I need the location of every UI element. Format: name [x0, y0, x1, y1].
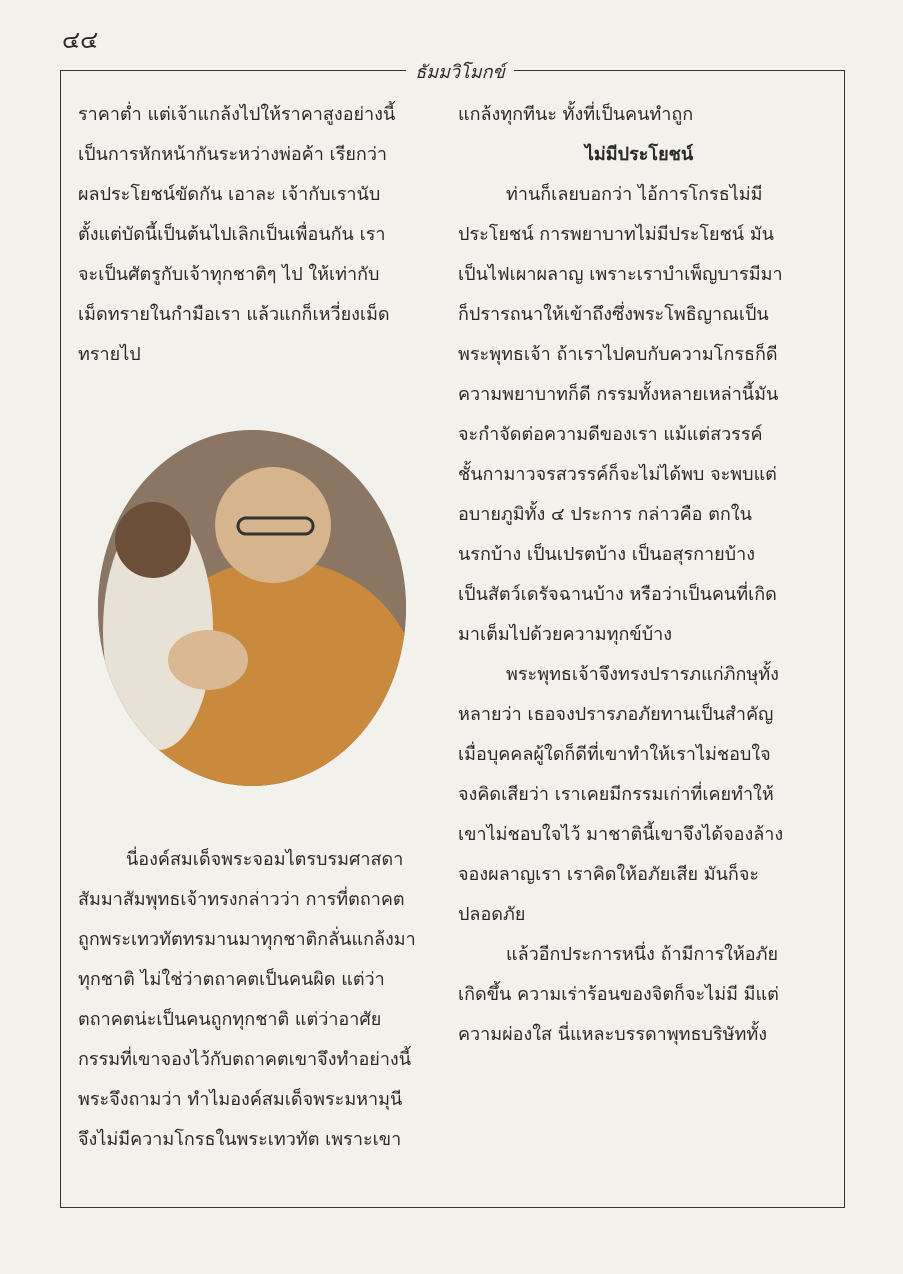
text-line: ชั้นกามาวจรสวรรค์ก็จะไม่ได้พบ จะพบแต่: [458, 464, 777, 485]
text-line: ความพยาบาทก็ดี กรรมทั้งหลายเหล่านี้มัน: [458, 384, 779, 405]
text-line: ประโยชน์ การพยาบาทไม่มีประโยชน์ มัน: [458, 224, 774, 245]
text-line: เป็นไฟเผาผลาญ เพราะเราบำเพ็ญบารมีมา: [458, 264, 783, 285]
book-title: ธัมมวิโมกข์: [415, 62, 505, 83]
text-line: ถูกพระเทวทัตทรมานมาทุกชาติกลั่นแกล้งมา: [78, 929, 416, 950]
text-line: แกล้งทุกทีนะ ทั้งที่เป็นคนทำถูก: [458, 104, 694, 125]
text-line: หลายว่า เธอจงปรารภอภัยทานเป็นสำคัญ: [458, 704, 774, 725]
text-line: ทุกชาติ ไม่ใช่ว่าตถาคตเป็นคนผิด แต่ว่า: [78, 969, 385, 990]
text-line: กรรมที่เขาจองไว้กับตถาคตเขาจึงทำอย่างนี้: [78, 1049, 412, 1070]
monk-photo-illustration: [98, 430, 406, 786]
right-column: [458, 95, 820, 1055]
text-line: ปลอดภัย: [458, 904, 526, 925]
text-line: จะเป็นศัตรูกับเจ้าทุกชาติๆ ไป ให้เท่ากับ: [78, 264, 380, 285]
text-line: ตั้งแต่บัดนี้เป็นต้นไปเลิกเป็นเพื่อนกัน เรา: [78, 224, 386, 245]
text-line: ผลประโยชน์ขัดกัน เอาละ เจ้ากับเรานับ: [78, 184, 381, 205]
text-line: เมื่อบุคคลผู้ใดก็ดีที่เขาทำให้เราไม่ชอบใจ: [458, 744, 771, 765]
text-line: เป็นการหักหน้ากันระหว่างพ่อค้า เรียกว่า: [78, 144, 388, 165]
text-line: ท่านก็เลยบอกว่า ไอ้การโกรธไม่มี: [506, 184, 763, 205]
text-line: จะกำจัดต่อความดีของเรา แม้แต่สวรรค์: [458, 424, 763, 445]
text-line: ตถาคตน่ะเป็นคนถูกทุกชาติ แต่ว่าอาศัย: [78, 1009, 382, 1030]
text-line: ทรายไป: [78, 344, 141, 365]
text-line: เม็ดทรายในกำมือเรา แล้วแกก็เหวี่ยงเม็ด: [78, 304, 390, 325]
text-line: เป็นสัตว์เดรัจฉานบ้าง หรือว่าเป็นคนที่เกิด: [458, 584, 777, 605]
text-line: แล้วอีกประการหนึ่ง ถ้ามีการให้อภัย: [506, 944, 778, 965]
text-line: ก็ปรารถนาให้เข้าถึงซึ่งพระโพธิญาณเป็น: [458, 304, 769, 325]
text-line: เกิดขึ้น ความเร่าร้อนของจิตก็จะไม่มี มีแต่: [458, 984, 779, 1005]
text-line: ราคาต่ำ แต่เจ้าแกล้งไปให้ราคาสูงอย่างนี้: [78, 104, 396, 125]
text-line: จองผลาญเรา เราคิดให้อภัยเสีย มันก็จะ: [458, 864, 760, 885]
text-line: นรกบ้าง เป็นเปรตบ้าง เป็นอสุรกายบ้าง: [458, 544, 755, 565]
text-line: อบายภูมิทั้ง ๔ ประการ กล่าวคือ ตกใน: [458, 504, 752, 525]
text-line: สัมมาสัมพุทธเจ้าทรงกล่าวว่า การที่ตถาคต: [78, 889, 405, 910]
page-number: ๔๔: [62, 26, 99, 54]
monk-photo: [98, 430, 406, 786]
text-line: เขาไม่ชอบใจไว้ มาชาตินี้เขาจึงได้จองล้าง: [458, 824, 784, 845]
text-line: ความผ่องใส นี่แหละบรรดาพุทธบริษัททั้ง: [458, 1024, 767, 1045]
text-line: มาเต็มไปด้วยความทุกข์บ้าง: [458, 624, 673, 645]
left-column-top: [78, 95, 438, 375]
text-line: จึงไม่มีความโกรธในพระเทวทัต เพราะเขา: [78, 1129, 402, 1150]
text-line: พระจึงถามว่า ทำไมองค์สมเด็จพระมหามุนี: [78, 1089, 403, 1110]
text-line: พระพุทธเจ้า ถ้าเราไปคบกับความโกรธก็ดี: [458, 344, 778, 365]
text-line: จงคิดเสียว่า เราเคยมีกรรมเก่าที่เคยทำให้: [458, 784, 774, 805]
text-line: พระพุทธเจ้าจึงทรงปรารภแก่ภิกษุทั้ง: [506, 664, 779, 685]
left-column-bottom: [78, 840, 438, 1160]
section-heading: ไม่มีประโยชน์: [584, 144, 694, 165]
text-line: นี่องค์สมเด็จพระจอมไตรบรมศาสดา: [126, 849, 404, 870]
